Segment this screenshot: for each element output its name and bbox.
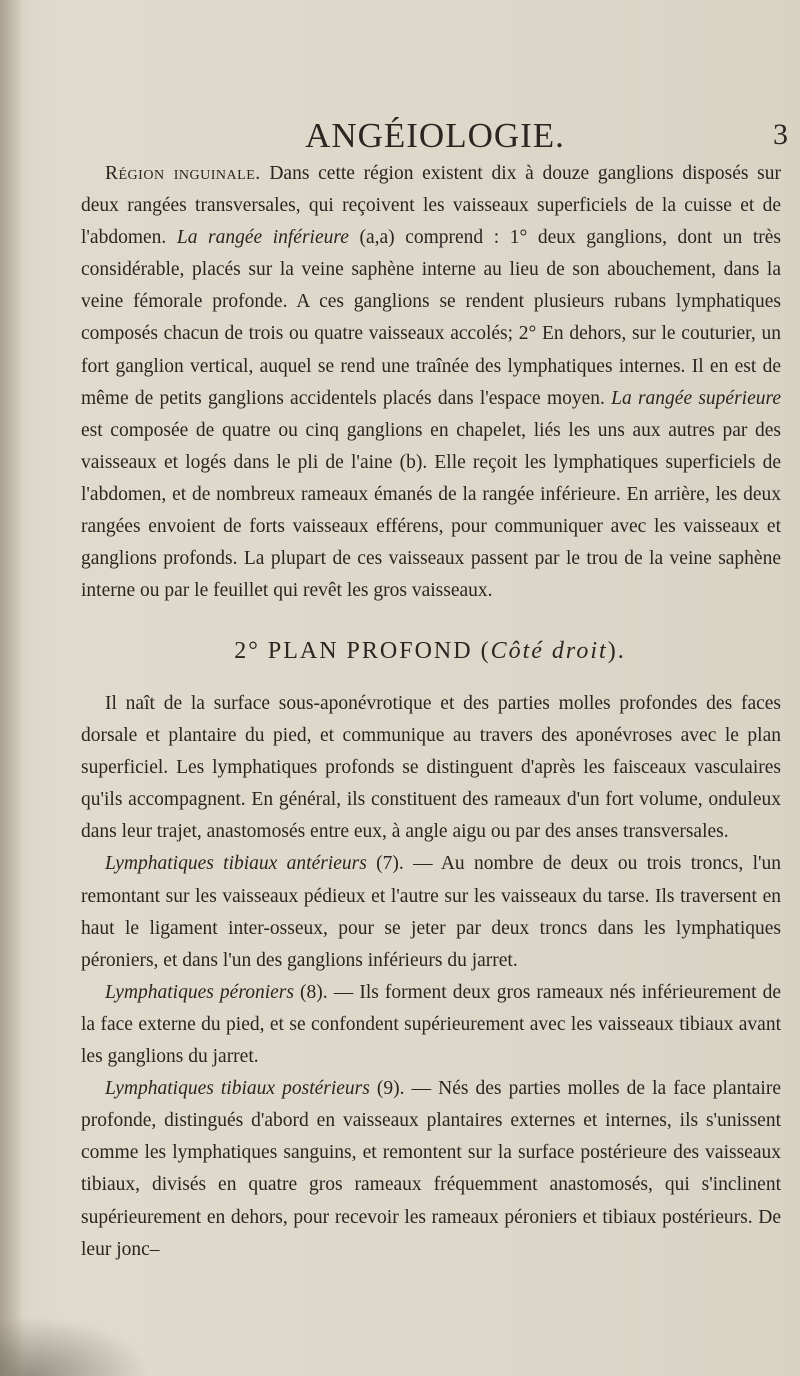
paragraph-text: (7). — Au nombre de deux ou trois troncs, l'un remontant sur les vaisseaux pédieux et l'autre sur les vaisseaux du tarse. Ils traversent en haut le ligament inter-osseux, pour se jeter par deux troncs dans les lymphatiques péroniers, et dans l'un des ganglions inférieurs du jarret. — [81, 853, 781, 971]
section-heading-main: 2° PLAN PROFOND ( — [234, 638, 491, 664]
section-heading — [60, 638, 800, 665]
paragraph-text: est composée de quatre ou cinq ganglions en chapelet, liés les uns aux autres par des vaisseaux et logés dans le pli de l'aine (b). Elle reçoit les lymphatiques superficiels de l'abdomen, et de nombreux rameaux émanés de la rangée inférieure. En arrière, les deux rangées envoient de forts vaisseaux efférens, pour communiquer avec les vaisseaux et ganglions profonds. La plupart de ces vaisseaux passent par le trou de la veine saphène interne ou par le feuillet qui revêt les gros vaisseaux. — [81, 419, 781, 602]
section-heading-emphasis: Côté droit — [490, 638, 608, 664]
emphasis-text: La rangée inférieure — [176, 227, 349, 249]
paragraph-text: (9). — Nés des parties molles de la face plantaire profonde, distingués d'abord en vaisseaux plantaires externes et internes, ils s'unissent comme les lymphatiques sanguins, et remontent sur la surface postérieure des vaisseaux tibiaux, divisés en quatre gros rameaux fréquemment anastomosés, qui s'inclinent supérieurement en dehors, pour recevoir les rameaux péroniers et tibiaux postérieurs. De leur jonc– — [81, 1078, 781, 1260]
body-text-deep-plane — [81, 688, 781, 1266]
running-title: ANGÉIOLOGIE. — [305, 116, 565, 155]
emphasis-text: Lymphatiques tibiaux postérieurs — [105, 1078, 370, 1100]
paragraph — [81, 848, 781, 976]
paragraph — [81, 977, 781, 1073]
emphasis-text: Lymphatiques tibiaux antérieurs — [105, 853, 367, 875]
paragraph — [81, 1073, 781, 1266]
paragraph-region-inguinale — [81, 158, 781, 607]
paragraph-text: Dans cette région existent dix à douze ganglions disposés sur deux rangées transversales, qui reçoivent les vaisseaux superficiels de la cuisse et de l'abdomen. — [81, 163, 781, 249]
paragraph: Il naît de la surface sous-aponévrotique et des parties molles profondes des faces dorsale et plantaire du pied, et communique au travers des aponévroses avec le plan superficiel. Les lymphatiques profonds se distinguent d'après les faisceaux vasculaires qu'ils accompagnent. En général, ils constituent des rameaux d'un fort volume, onduleux dans leur trajet, anastomosés entre eux, à angle aigu ou par des anses transversales. — [81, 693, 781, 843]
paragraph-text: (a,a) comprend : 1° deux ganglions, dont un très considérable, placés sur la veine saphène interne au lieu de son abouchement, dans la veine fémorale profonde. A ces ganglions se rendent plusieurs rubans lymphatiques composés chacun de trois ou quatre vaisseaux accolés; 2° En dehors, sur le couturier, un fort ganglion vertical, auquel se rend une traînée des lymphatiques internes. Il en est de même de petits ganglions accidentels placés dans l'espace moyen. — [81, 227, 781, 409]
page-number: 3 — [773, 118, 788, 151]
emphasis-text: Lymphatiques péroniers — [105, 981, 294, 1003]
paragraph-text: (8). — Ils forment deux gros rameaux nés inférieurement de la face externe du pied, et se confondent supérieurement avec les vaisseaux tibiaux avant les ganglions du jarret. — [81, 981, 782, 1068]
page-gutter-shadow — [0, 0, 22, 1376]
emphasis-text: La rangée supérieure — [611, 387, 782, 409]
paragraph — [81, 158, 781, 607]
page-header — [60, 112, 800, 162]
page-stain — [0, 1316, 150, 1376]
section-heading-end: ). — [607, 638, 626, 664]
paragraph-lead: Région inguinale. — [105, 163, 261, 184]
